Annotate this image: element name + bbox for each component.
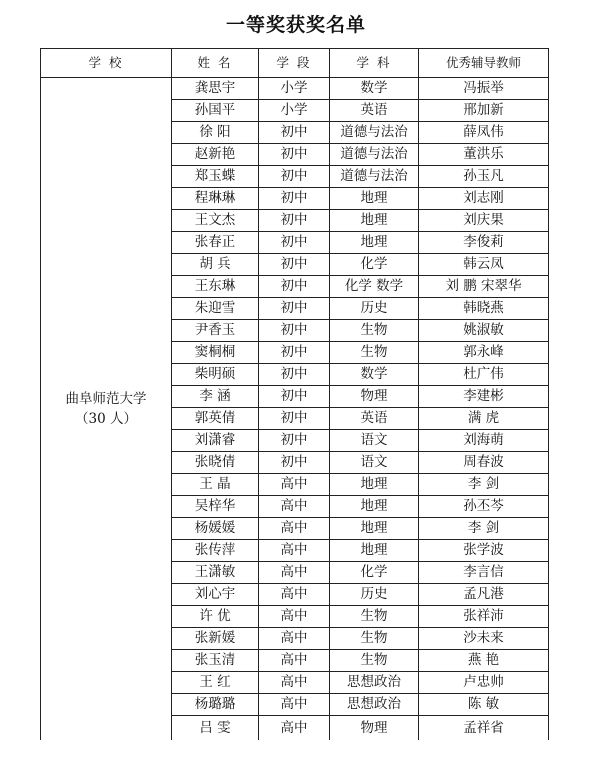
cell-subject: 生物 bbox=[330, 320, 419, 342]
cell-stage: 初中 bbox=[259, 276, 330, 298]
cell-stage: 初中 bbox=[259, 254, 330, 276]
cell-name: 柴明硕 bbox=[172, 364, 259, 386]
cell-teacher: 韩晓燕 bbox=[419, 298, 549, 320]
cell-name: 窦桐桐 bbox=[172, 342, 259, 364]
cell-subject: 道德与法治 bbox=[330, 144, 419, 166]
cell-teacher: 李建彬 bbox=[419, 386, 549, 408]
cell-subject: 思想政治 bbox=[330, 672, 419, 694]
cell-subject: 生物 bbox=[330, 650, 419, 672]
cell-stage: 初中 bbox=[259, 386, 330, 408]
cell-stage: 高中 bbox=[259, 606, 330, 628]
cell-subject: 生物 bbox=[330, 342, 419, 364]
cell-name: 郭英倩 bbox=[172, 408, 259, 430]
cell-subject: 地理 bbox=[330, 518, 419, 540]
cell-name: 张新媛 bbox=[172, 628, 259, 650]
cell-teacher: 李 剑 bbox=[419, 518, 549, 540]
cell-stage: 高中 bbox=[259, 650, 330, 672]
cell-teacher: 刘 鹏 宋翠华 bbox=[419, 276, 549, 298]
cell-stage: 高中 bbox=[259, 672, 330, 694]
cell-subject: 英语 bbox=[330, 408, 419, 430]
table-header-row bbox=[41, 49, 549, 78]
cell-stage: 初中 bbox=[259, 364, 330, 386]
cell-name: 李 涵 bbox=[172, 386, 259, 408]
cell-name: 刘心宇 bbox=[172, 584, 259, 606]
cell-name: 张玉清 bbox=[172, 650, 259, 672]
cell-teacher: 冯振举 bbox=[419, 78, 549, 100]
cell-subject: 化学 bbox=[330, 254, 419, 276]
cell-subject: 道德与法治 bbox=[330, 166, 419, 188]
cell-stage: 初中 bbox=[259, 408, 330, 430]
cell-teacher: 郭永峰 bbox=[419, 342, 549, 364]
cell-stage: 初中 bbox=[259, 210, 330, 232]
cell-stage: 高中 bbox=[259, 540, 330, 562]
cell-teacher: 沙未来 bbox=[419, 628, 549, 650]
cell-subject: 化学 数学 bbox=[330, 276, 419, 298]
cell-teacher: 燕 艳 bbox=[419, 650, 549, 672]
cell-subject: 地理 bbox=[330, 496, 419, 518]
cell-teacher: 周春波 bbox=[419, 452, 549, 474]
cell-teacher: 李俊莉 bbox=[419, 232, 549, 254]
cell-stage: 高中 bbox=[259, 694, 330, 716]
cell-teacher: 李言信 bbox=[419, 562, 549, 584]
cell-name: 刘潇睿 bbox=[172, 430, 259, 452]
cell-name: 吴梓华 bbox=[172, 496, 259, 518]
cell-name: 郑玉蝶 bbox=[172, 166, 259, 188]
cell-name: 孙国平 bbox=[172, 100, 259, 122]
cell-name: 徐 阳 bbox=[172, 122, 259, 144]
cell-subject: 语文 bbox=[330, 452, 419, 474]
header-school: 学 校 bbox=[41, 49, 172, 78]
cell-name: 王东琳 bbox=[172, 276, 259, 298]
cell-stage: 初中 bbox=[259, 452, 330, 474]
cell-subject: 道德与法治 bbox=[330, 122, 419, 144]
cell-subject: 地理 bbox=[330, 188, 419, 210]
cell-teacher: 张学波 bbox=[419, 540, 549, 562]
cell-name: 尹香玉 bbox=[172, 320, 259, 342]
cell-stage: 初中 bbox=[259, 342, 330, 364]
cell-stage: 高中 bbox=[259, 496, 330, 518]
cell-teacher: 张祥沛 bbox=[419, 606, 549, 628]
cell-name: 龚思宇 bbox=[172, 78, 259, 100]
school-name: 曲阜师范大学 bbox=[65, 391, 147, 407]
cell-name: 许 优 bbox=[172, 606, 259, 628]
cell-name: 王 晶 bbox=[172, 474, 259, 496]
cell-subject: 思想政治 bbox=[330, 694, 419, 716]
cell-name: 张晓倩 bbox=[172, 452, 259, 474]
header-name: 姓 名 bbox=[172, 49, 259, 78]
cell-name: 吕 雯 bbox=[172, 716, 259, 741]
cell-teacher: 李 剑 bbox=[419, 474, 549, 496]
cell-teacher: 姚淑敏 bbox=[419, 320, 549, 342]
cell-stage: 高中 bbox=[259, 518, 330, 540]
cell-subject: 历史 bbox=[330, 584, 419, 606]
cell-subject: 数学 bbox=[330, 364, 419, 386]
cell-teacher: 董洪乐 bbox=[419, 144, 549, 166]
cell-subject: 地理 bbox=[330, 210, 419, 232]
cell-stage: 小学 bbox=[259, 78, 330, 100]
cell-stage: 高中 bbox=[259, 628, 330, 650]
cell-stage: 高中 bbox=[259, 584, 330, 606]
header-teacher: 优秀辅导教师 bbox=[419, 49, 549, 78]
cell-teacher: 孙玉凡 bbox=[419, 166, 549, 188]
cell-name: 胡 兵 bbox=[172, 254, 259, 276]
page-title: 一等奖获奖名单 bbox=[225, 14, 366, 36]
cell-teacher: 薛凤伟 bbox=[419, 122, 549, 144]
cell-stage: 初中 bbox=[259, 188, 330, 210]
cell-teacher: 韩云凤 bbox=[419, 254, 549, 276]
cell-subject: 历史 bbox=[330, 298, 419, 320]
cell-subject: 语文 bbox=[330, 430, 419, 452]
cell-name: 张春正 bbox=[172, 232, 259, 254]
cell-subject: 物理 bbox=[330, 386, 419, 408]
cell-subject: 英语 bbox=[330, 100, 419, 122]
cell-teacher: 孟凡港 bbox=[419, 584, 549, 606]
cell-subject: 地理 bbox=[330, 540, 419, 562]
cell-teacher: 刘海萌 bbox=[419, 430, 549, 452]
cell-teacher: 孟祥省 bbox=[419, 716, 549, 741]
cell-teacher: 孙丕芩 bbox=[419, 496, 549, 518]
cell-teacher: 满 虎 bbox=[419, 408, 549, 430]
cell-subject: 地理 bbox=[330, 474, 419, 496]
cell-teacher: 邢加新 bbox=[419, 100, 549, 122]
cell-subject: 生物 bbox=[330, 606, 419, 628]
table-body bbox=[41, 78, 549, 741]
cell-subject: 数学 bbox=[330, 78, 419, 100]
award-table bbox=[40, 48, 549, 740]
header-stage: 学 段 bbox=[259, 49, 330, 78]
cell-name: 王文杰 bbox=[172, 210, 259, 232]
cell-stage: 高中 bbox=[259, 562, 330, 584]
cell-stage: 小学 bbox=[259, 100, 330, 122]
cell-teacher: 刘庆果 bbox=[419, 210, 549, 232]
cell-name: 程琳琳 bbox=[172, 188, 259, 210]
cell-stage: 高中 bbox=[259, 716, 330, 741]
cell-teacher: 卢忠帅 bbox=[419, 672, 549, 694]
cell-stage: 初中 bbox=[259, 298, 330, 320]
cell-stage: 初中 bbox=[259, 166, 330, 188]
cell-subject: 生物 bbox=[330, 628, 419, 650]
cell-stage: 初中 bbox=[259, 430, 330, 452]
header-subject: 学 科 bbox=[330, 49, 419, 78]
cell-stage: 初中 bbox=[259, 144, 330, 166]
cell-teacher: 陈 敏 bbox=[419, 694, 549, 716]
school-count: （30 人） bbox=[75, 411, 137, 427]
cell-name: 王潇敏 bbox=[172, 562, 259, 584]
cell-name: 杨璐璐 bbox=[172, 694, 259, 716]
cell-subject: 化学 bbox=[330, 562, 419, 584]
cell-stage: 高中 bbox=[259, 474, 330, 496]
cell-name: 张传萍 bbox=[172, 540, 259, 562]
cell-name: 赵新艳 bbox=[172, 144, 259, 166]
table-row bbox=[41, 78, 549, 100]
cell-teacher: 杜广伟 bbox=[419, 364, 549, 386]
cell-subject: 地理 bbox=[330, 232, 419, 254]
cell-teacher: 刘志刚 bbox=[419, 188, 549, 210]
cell-name: 杨媛媛 bbox=[172, 518, 259, 540]
cell-stage: 初中 bbox=[259, 232, 330, 254]
cell-stage: 初中 bbox=[259, 320, 330, 342]
school-cell bbox=[41, 78, 172, 741]
cell-subject: 物理 bbox=[330, 716, 419, 741]
cell-name: 王 红 bbox=[172, 672, 259, 694]
cell-stage: 初中 bbox=[259, 122, 330, 144]
cell-name: 朱迎雪 bbox=[172, 298, 259, 320]
